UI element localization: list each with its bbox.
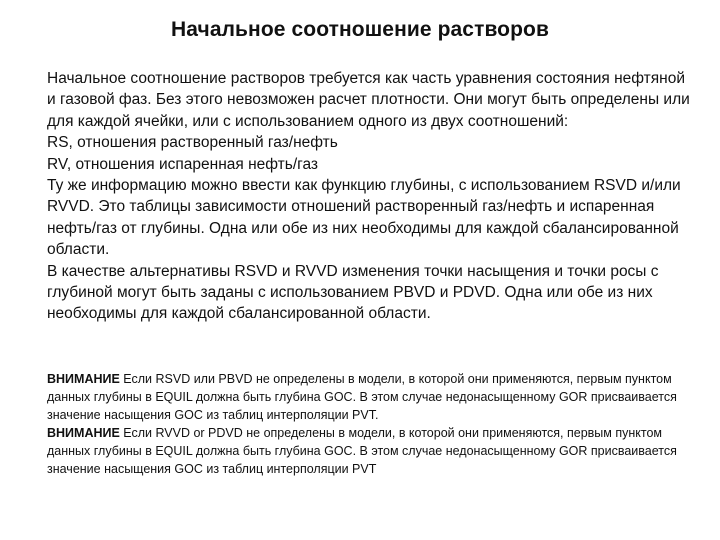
note-text: Если RSVD или PBVD не определены в модели, в которой они применяются, первым пунктом данных глубины в EQUIL должна быть глубина GOC. В этом случае недонасыщенному GOR присваивается значение насыщения GOC из таблиц интерполяции PVT. [47, 372, 677, 422]
paragraph-intro: Начальное соотношение растворов требуется как часть уравнения состояния нефтяной и газовой фаз. Без этого невозможен расчет плотности. Они могут быть определены или для каждой ячейки, или с использованием одного из двух соотношений: [47, 70, 690, 130]
paragraph-depth-tables: Ту же информацию можно ввести как функцию глубины, с использованием RSVD и/или RVVD. Это таблицы зависимости отношений растворенный газ/нефть и испаренная нефть/газ от глубины. Одна или обе из них необходимы для каждой сбалансированной области. [47, 177, 681, 259]
main-text-block [47, 68, 697, 325]
paragraph-rs: RS, отношения растворенный газ/нефть [47, 134, 338, 152]
notes-block [47, 370, 702, 478]
slide-title: Начальное соотношение растворов [171, 18, 549, 41]
note-label: ВНИМАНИЕ [47, 426, 120, 440]
note-text: Если RVVD or PDVD не определены в модели, в которой они применяются, первым пунктом данных глубины в EQUIL должна быть глубина GOC. В этом случае недонасыщенному GOR присваивается значение насыщения GOC из таблиц интерполяции PVT [47, 426, 677, 476]
paragraph-rv: RV, отношения испаренная нефть/газ [47, 155, 319, 173]
note-label: ВНИМАНИЕ [47, 372, 120, 386]
note-rsvd [47, 370, 702, 424]
note-rvvd [47, 424, 702, 478]
paragraph-alternative: В качестве альтернативы RSVD и RVVD изменения точки насыщения и точки росы с глубиной могут быть заданы с использованием PBVD и PDVD. Одна или обе из них необходимы для каждой сбалансированной области. [47, 262, 659, 323]
